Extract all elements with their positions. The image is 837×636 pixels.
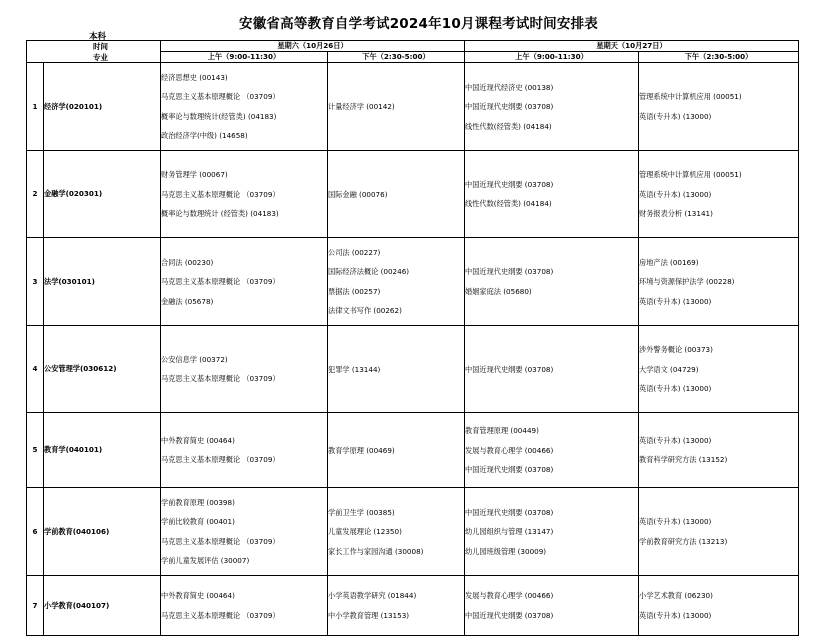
course-item: 线性代数(经管类) (04184) <box>465 199 552 209</box>
course-item: 国际金融 (00076) <box>328 189 388 199</box>
course-item: 中国近现代史纲要 (03708) <box>465 507 554 517</box>
table-row <box>27 576 799 636</box>
course-item: 马克思主义基本原理概论 （03709） <box>161 277 280 286</box>
row-number: 6 <box>27 488 44 576</box>
course-cell-sun-pm <box>639 151 799 238</box>
course-cell-sun-am <box>465 488 639 576</box>
slot-header-sat-pm: 下午（2:30-5:00） <box>328 52 465 63</box>
course-cell-sat-pm <box>328 413 465 488</box>
major-name: 法学(030101) <box>44 238 161 326</box>
course-cell-sat-am <box>161 576 328 636</box>
course-item: 合同法 (00230) <box>161 257 214 267</box>
course-item: 教育学原理 (00469) <box>328 445 395 455</box>
course-item: 房地产法 (00169) <box>639 257 699 267</box>
course-item: 儿童发展理论 (12350) <box>328 527 402 536</box>
course-item: 发展与教育心理学 (00466) <box>465 445 554 455</box>
corner-level: 本科 <box>89 32 107 42</box>
corner-major: 专业 <box>93 53 108 62</box>
course-item: 学前卫生学 (00385) <box>328 507 395 517</box>
course-item: 线性代数(经管类) (04184) <box>465 121 552 131</box>
course-item: 法律文书写作 (00262) <box>328 306 402 316</box>
course-item: 国际经济法概论 (00246) <box>328 267 410 277</box>
row-number: 7 <box>27 576 44 636</box>
course-cell-sat-pm <box>328 238 465 326</box>
course-item: 学前教育研究方法 (13213) <box>639 536 728 546</box>
major-name: 经济学(020101) <box>44 63 161 151</box>
row-number: 1 <box>27 63 44 151</box>
major-name: 公安管理学(030612) <box>44 326 161 413</box>
page-title: 安徽省高等教育自学考试2024年10月课程考试时间安排表 <box>239 16 598 32</box>
course-cell-sat-am <box>161 63 328 151</box>
row-number: 2 <box>27 151 44 238</box>
course-cell-sat-am <box>161 488 328 576</box>
course-item: 管理系统中计算机应用 (00051) <box>639 170 742 179</box>
course-item: 犯罪学 (13144) <box>328 364 381 374</box>
course-item: 马克思主义基本原理概论 （03709） <box>161 610 280 620</box>
table-row <box>27 326 799 413</box>
course-item: 管理系统中计算机应用 (00051) <box>639 92 742 102</box>
course-item: 马克思主义基本原理概论 （03709） <box>161 92 280 102</box>
table-row <box>27 63 799 151</box>
course-cell-sun-pm <box>639 488 799 576</box>
slot-header-sun-pm: 下午（2:30-5:00） <box>639 52 799 63</box>
course-item: 公安信息学 (00372) <box>161 354 228 364</box>
course-cell-sun-pm <box>639 326 799 413</box>
course-item: 学前教育原理 (00398) <box>161 497 235 507</box>
course-item: 英语(专升本) (13000) <box>639 384 712 393</box>
course-item: 中国近现代史纲要 (03708) <box>465 102 554 111</box>
course-cell-sat-pm <box>328 151 465 238</box>
course-cell-sun-pm <box>639 238 799 326</box>
course-item: 中国近现代经济史 (00138) <box>465 82 554 92</box>
course-cell-sun-am <box>465 413 639 488</box>
course-cell-sun-pm <box>639 63 799 151</box>
header-corner <box>27 32 161 63</box>
course-item: 中国近现代史纲要 (03708) <box>465 267 554 277</box>
course-cell-sat-pm <box>328 488 465 576</box>
course-cell-sat-am <box>161 326 328 413</box>
table-row <box>27 413 799 488</box>
major-name: 金融学(020301) <box>44 151 161 238</box>
row-number: 3 <box>27 238 44 326</box>
course-item: 英语(专升本) (13000) <box>639 610 712 620</box>
course-item: 中国近现代史纲要 (03708) <box>465 465 554 474</box>
course-item: 小学艺术教育 (06230) <box>639 591 713 601</box>
course-item: 教育科学研究方法 (13152) <box>639 455 728 465</box>
header-row-days <box>27 41 799 52</box>
course-cell-sun-am <box>465 63 639 151</box>
course-item: 公司法 (00227) <box>328 247 381 257</box>
course-item: 马克思主义基本原理概论 （03709） <box>161 189 280 199</box>
course-item: 中国近现代史纲要 (03708) <box>465 364 554 374</box>
course-item: 概率论与数理统计 (经管类) (04183) <box>161 209 279 218</box>
course-cell-sun-pm <box>639 576 799 636</box>
slot-header-sat-am: 上午（9:00-11:30） <box>161 52 328 63</box>
course-item: 政治经济学(中级) (14658) <box>161 131 248 141</box>
course-cell-sat-am <box>161 238 328 326</box>
row-number: 5 <box>27 413 44 488</box>
course-item: 英语(专升本) (13000) <box>639 296 712 306</box>
corner-time: 时间 <box>93 42 108 51</box>
course-item: 教育管理原理 (00449) <box>465 426 539 435</box>
day-header-saturday: 星期六（10月26日） <box>161 41 465 52</box>
major-name: 教育学(040101) <box>44 413 161 488</box>
course-item: 幼儿园组织与管理 (13147) <box>465 527 554 536</box>
day-header-sunday: 星期天（10月27日） <box>465 41 799 52</box>
course-cell-sun-am <box>465 576 639 636</box>
row-number: 4 <box>27 326 44 413</box>
course-item: 婚姻家庭法 (05680) <box>465 286 532 296</box>
major-name: 学前教育(040106) <box>44 488 161 576</box>
course-item: 家长工作与家园沟通 (30008) <box>328 546 424 556</box>
course-item: 中外教育简史 (00464) <box>161 435 235 445</box>
course-item: 金融法 (05678) <box>161 296 214 306</box>
course-item: 中国近现代史纲要 (03708) <box>465 179 554 189</box>
course-item: 中小学教育管理 (13153) <box>328 610 410 620</box>
course-item: 小学英语教学研究 (01844) <box>328 591 417 601</box>
course-cell-sat-pm <box>328 576 465 636</box>
course-item: 环境与资源保护法学 (00228) <box>639 277 735 286</box>
course-item: 马克思主义基本原理概论 （03709） <box>161 536 280 546</box>
table-row <box>27 488 799 576</box>
major-name: 小学教育(040107) <box>44 576 161 636</box>
table-row <box>27 151 799 238</box>
table-row <box>27 238 799 326</box>
course-item: 英语(专升本) (13000) <box>639 189 712 199</box>
course-cell-sat-pm <box>328 326 465 413</box>
course-item: 财务管理学 (00067) <box>161 170 228 179</box>
course-cell-sun-am <box>465 151 639 238</box>
course-cell-sun-pm <box>639 413 799 488</box>
exam-schedule-table <box>26 32 799 636</box>
course-cell-sun-am <box>465 238 639 326</box>
course-item: 发展与教育心理学 (00466) <box>465 591 554 601</box>
course-item: 马克思主义基本原理概论 （03709） <box>161 374 280 384</box>
course-item: 幼儿园班级管理 (30009) <box>465 546 547 556</box>
course-item: 马克思主义基本原理概论 （03709） <box>161 455 280 465</box>
course-item: 票据法 (00257) <box>328 286 381 296</box>
course-cell-sat-pm <box>328 63 465 151</box>
slot-header-sun-am: 上午（9:00-11:30） <box>465 52 639 63</box>
course-item: 中外教育简史 (00464) <box>161 591 235 601</box>
course-item: 财务报表分析 (13141) <box>639 209 713 218</box>
course-item: 大学语文 (04729) <box>639 364 699 374</box>
course-item: 计量经济学 (00142) <box>328 102 395 111</box>
course-cell-sat-am <box>161 151 328 238</box>
course-item: 英语(专升本) (13000) <box>639 435 712 445</box>
course-cell-sat-am <box>161 413 328 488</box>
course-item: 经济思想史 (00143) <box>161 72 228 82</box>
course-item: 学前儿童发展评估 (30007) <box>161 556 250 566</box>
course-cell-sun-am <box>465 326 639 413</box>
course-item: 英语(专升本) (13000) <box>639 517 712 527</box>
course-item: 涉外警务概论 (00373) <box>639 345 713 354</box>
course-item: 概率论与数理统计(经管类) (04183) <box>161 111 277 121</box>
course-item: 中国近现代史纲要 (03708) <box>465 610 554 620</box>
course-item: 学前比较教育 (00401) <box>161 517 235 527</box>
course-item: 英语(专升本) (13000) <box>639 111 712 121</box>
